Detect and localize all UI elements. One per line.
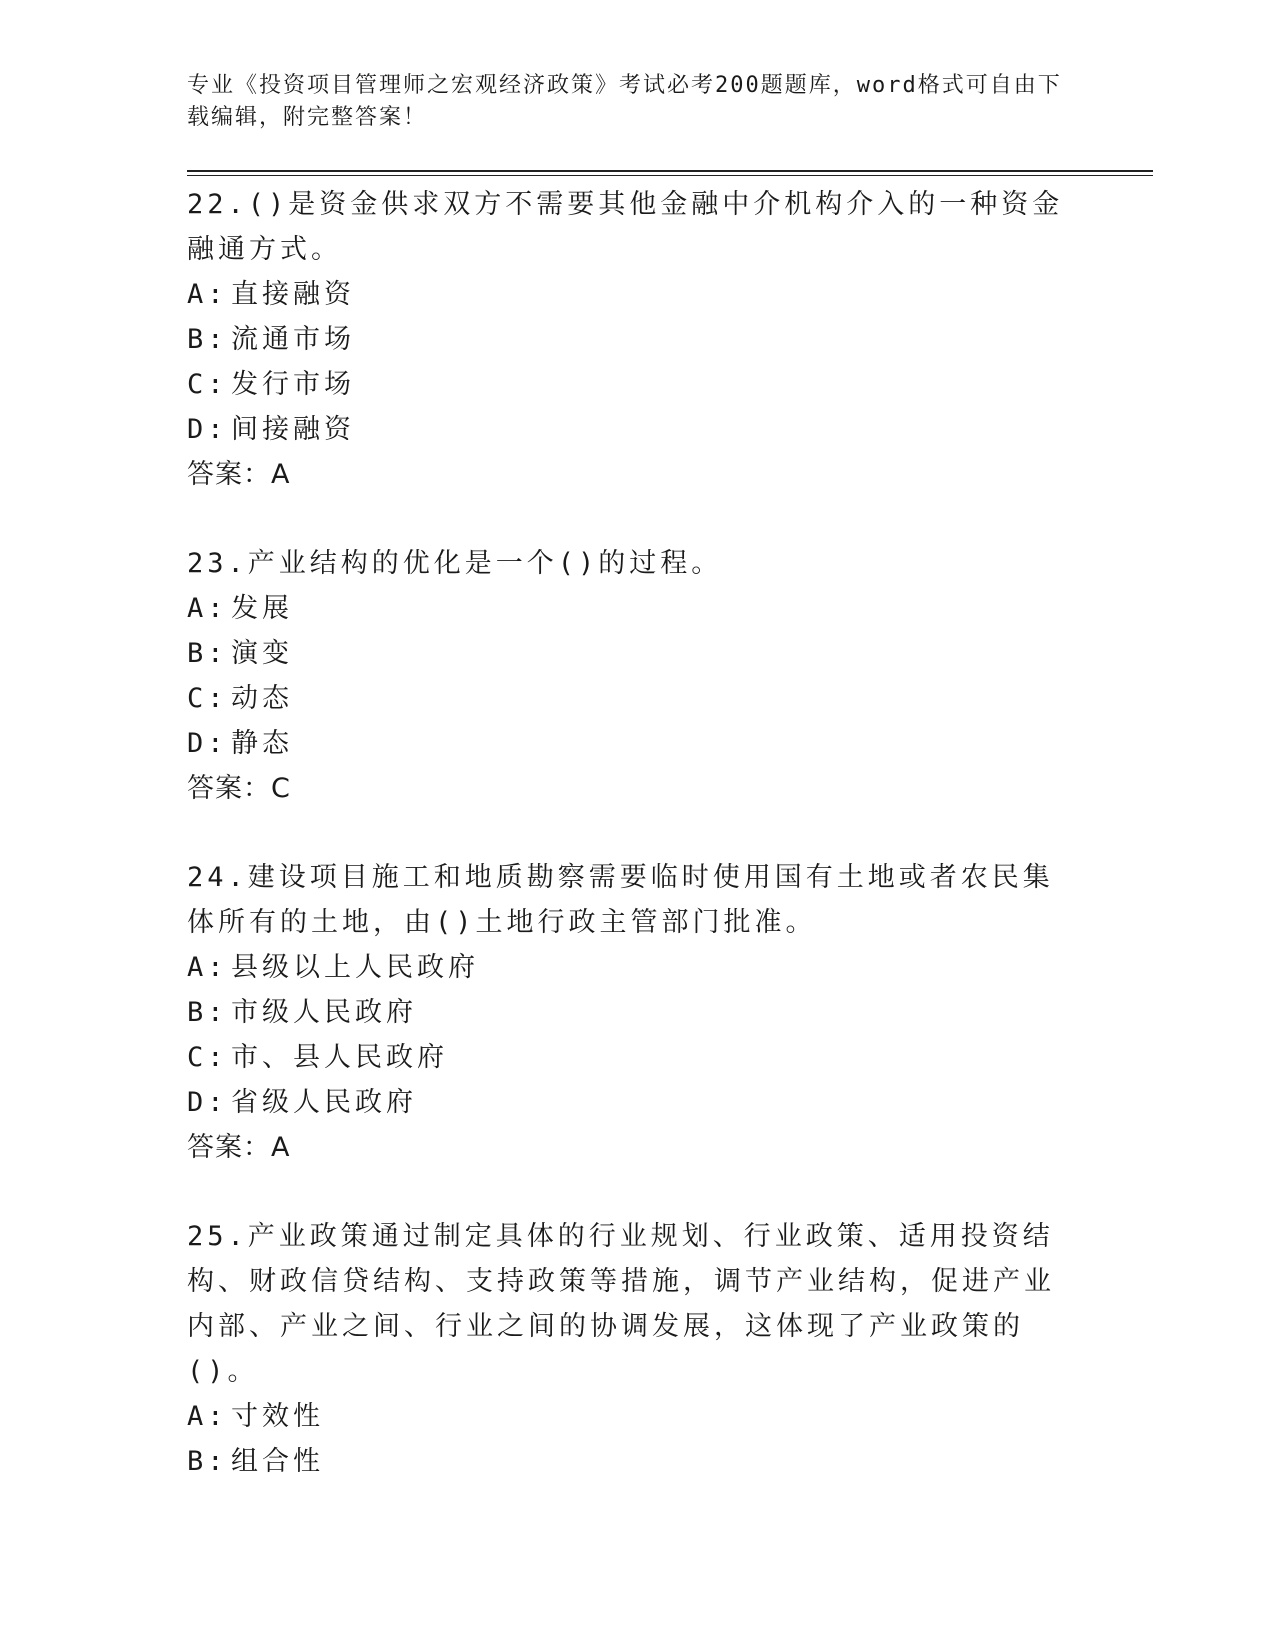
header-divider [187, 170, 1153, 176]
option-d [187, 407, 1147, 452]
question-25 [187, 1214, 1147, 1484]
option-key: C: [187, 369, 228, 400]
option-key: D: [187, 1087, 228, 1118]
option-a [187, 945, 1147, 990]
question-23 [187, 541, 1147, 811]
option-text: 寸效性 [231, 1401, 324, 1432]
option-key: C: [187, 683, 228, 714]
option-a [187, 1394, 1147, 1439]
option-key: B: [187, 1446, 228, 1477]
option-c [187, 1035, 1147, 1080]
question-24 [187, 855, 1147, 1170]
option-c [187, 362, 1147, 407]
option-text: 发行市场 [231, 369, 355, 400]
option-d [187, 1080, 1147, 1125]
option-text: 发展 [231, 593, 293, 624]
option-text: 县级以上人民政府 [231, 952, 479, 983]
option-a [187, 272, 1147, 317]
option-text: 直接融资 [231, 279, 355, 310]
option-a [187, 586, 1147, 631]
option-key: A: [187, 952, 228, 983]
option-d [187, 721, 1147, 766]
option-key: A: [187, 279, 228, 310]
question-stem: 24.建设项目施工和地质勘察需要临时使用国有土地或者农民集体所有的土地，由()土地行政主管部门批准。 [187, 862, 1054, 938]
option-b [187, 990, 1147, 1035]
option-text: 省级人民政府 [231, 1087, 417, 1118]
option-text: 流通市场 [231, 324, 355, 355]
option-key: D: [187, 728, 228, 759]
document-header: 专业《投资项目管理师之宏观经济政策》考试必考200题题库，word格式可自由下载编辑，附完整答案！ [187, 73, 1062, 130]
option-text: 演变 [231, 638, 293, 669]
option-c [187, 676, 1147, 721]
option-text: 动态 [231, 683, 293, 714]
question-stem: 22.()是资金供求双方不需要其他金融中介机构介入的一种资金融通方式。 [187, 189, 1064, 265]
answer-line: 答案：A [187, 459, 291, 490]
option-text: 静态 [231, 728, 293, 759]
option-key: A: [187, 593, 228, 624]
document-page [187, 70, 1147, 1484]
option-b [187, 317, 1147, 362]
option-key: A: [187, 1401, 228, 1432]
option-key: B: [187, 324, 228, 355]
question-stem: 25.产业政策通过制定具体的行业规划、行业政策、适用投资结构、财政信贷结构、支持政策等措施，调节产业结构，促进产业内部、产业之间、行业之间的协调发展，这体现了产业政策的()。 [187, 1221, 1055, 1387]
option-key: D: [187, 414, 228, 445]
option-key: B: [187, 638, 228, 669]
option-key: B: [187, 997, 228, 1028]
option-text: 市级人民政府 [231, 997, 417, 1028]
question-22 [187, 182, 1147, 497]
option-text: 组合性 [231, 1446, 324, 1477]
option-b [187, 631, 1147, 676]
answer-line: 答案：C [187, 773, 291, 804]
option-b [187, 1439, 1147, 1484]
option-key: C: [187, 1042, 228, 1073]
answer-line: 答案：A [187, 1132, 291, 1163]
option-text: 间接融资 [231, 414, 355, 445]
question-stem: 23.产业结构的优化是一个()的过程。 [187, 548, 723, 579]
option-text: 市、县人民政府 [231, 1042, 448, 1073]
